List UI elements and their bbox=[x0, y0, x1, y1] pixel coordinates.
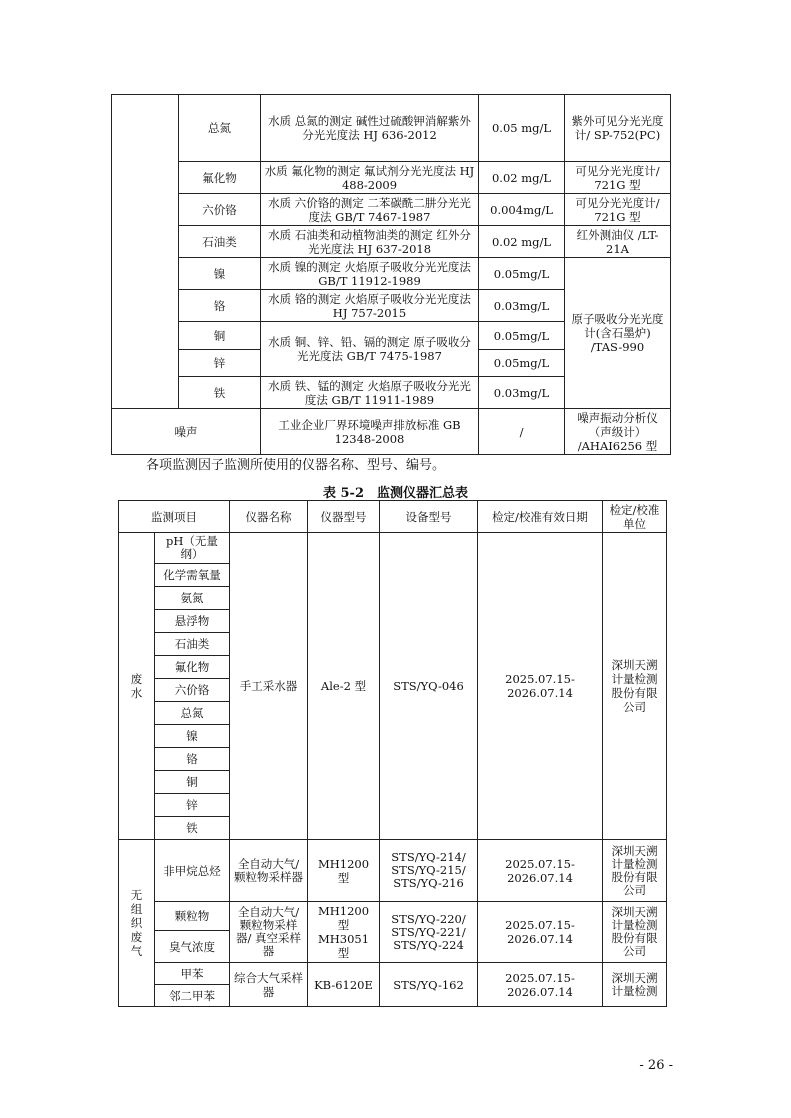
gas-equip: STS/YQ-214/ STS/YQ-215/ STS/YQ-216 bbox=[380, 840, 478, 902]
ww-item: 化学需氧量 bbox=[155, 564, 230, 587]
ww-name: 手工采水器 bbox=[230, 533, 308, 840]
gas-date: 2025.07.15-2026.07.14 bbox=[478, 963, 603, 1007]
wastewater-category: 废水 bbox=[119, 533, 155, 840]
ww-unit: 深圳天溯计量检测股份有限公司 bbox=[603, 533, 667, 840]
gas-name: 综合大气采样器 bbox=[230, 963, 308, 1007]
t1-limit: 0.03mg/L bbox=[479, 377, 565, 409]
gas-unit: 深圳天溯计量检测股份有限公司 bbox=[603, 902, 667, 963]
t1-noise-limit: / bbox=[479, 409, 565, 455]
table-caption: 表 5-2 监测仪器汇总表 bbox=[322, 486, 468, 501]
header-date: 检定/校准有效日期 bbox=[478, 501, 603, 533]
ww-item: 悬浮物 bbox=[155, 610, 230, 633]
t1-method: 水质 总氮的测定 碱性过硫酸钾消解紫外分光光度法 HJ 636-2012 bbox=[261, 95, 479, 162]
t1-item: 锌 bbox=[179, 350, 261, 377]
gas-item: 颗粒物 bbox=[155, 902, 230, 931]
gas-date: 2025.07.15-2026.07.14 bbox=[478, 902, 603, 963]
page-number: - 26 - bbox=[639, 1058, 673, 1073]
gas-name: 全自动大气/颗粒物采样器 bbox=[230, 840, 308, 902]
ww-item: pH（无量纲） bbox=[155, 533, 230, 564]
header-equip: 设备型号 bbox=[380, 501, 478, 533]
header-name: 仪器名称 bbox=[230, 501, 308, 533]
t1-instrument: 可见分光光度计/ 721G 型 bbox=[565, 194, 671, 226]
gas-item: 邻二甲苯 bbox=[155, 985, 230, 1007]
ww-item: 铜 bbox=[155, 771, 230, 794]
t1-instrument: 紫外可见分光光度计/ SP-752(PC) bbox=[565, 95, 671, 162]
t1-item: 铜 bbox=[179, 322, 261, 350]
t1-item: 镍 bbox=[179, 258, 261, 290]
t1-method: 水质 六价铬的测定 二苯碳酰二肼分光光度法 GB/T 7467-1987 bbox=[261, 194, 479, 226]
gas-item: 臭气浓度 bbox=[155, 931, 230, 963]
t1-noise-item: 噪声 bbox=[112, 409, 261, 455]
header-item: 监测项目 bbox=[119, 501, 230, 533]
t1-method: 水质 镍的测定 火焰原子吸收分光光度法 GB/T 11912-1989 bbox=[261, 258, 479, 290]
t1-limit: 0.05mg/L bbox=[479, 350, 565, 377]
t1-instrument: 红外测油仪 /LT-21A bbox=[565, 226, 671, 258]
t1-limit: 0.02 mg/L bbox=[479, 226, 565, 258]
gas-item: 甲苯 bbox=[155, 963, 230, 985]
gas-equip: STS/YQ-220/ STS/YQ-221/ STS/YQ-224 bbox=[380, 902, 478, 963]
t1-noise-method: 工业企业厂界环境噪声排放标准 GB 12348-2008 bbox=[261, 409, 479, 455]
t1-noise-instrument: 噪声振动分析仪（声级计） /AHAI6256 型 bbox=[565, 409, 671, 455]
t1-method: 水质 铁、锰的测定 火焰原子吸收分光光度法 GB/T 11911-1989 bbox=[261, 377, 479, 409]
ww-equip: STS/YQ-046 bbox=[380, 533, 478, 840]
t1-item: 石油类 bbox=[179, 226, 261, 258]
ww-item: 六价铬 bbox=[155, 679, 230, 702]
t1-method-cu-zn: 水质 铜、锌、铅、镉的测定 原子吸收分光光度法 GB/T 7475-1987 bbox=[261, 322, 479, 377]
t1-limit: 0.03mg/L bbox=[479, 290, 565, 322]
table1-category-cell bbox=[112, 95, 179, 409]
t1-item: 六价铬 bbox=[179, 194, 261, 226]
t1-method: 水质 石油类和动植物油类的测定 红外分光光度法 HJ 637-2018 bbox=[261, 226, 479, 258]
gas-model: MH1200 型 MH3051 型 bbox=[308, 902, 380, 963]
ww-item: 氨氮 bbox=[155, 587, 230, 610]
t1-limit: 0.02 mg/L bbox=[479, 162, 565, 194]
ww-item: 总氮 bbox=[155, 702, 230, 725]
header-model: 仪器型号 bbox=[308, 501, 380, 533]
ww-date: 2025.07.15-2026.07.14 bbox=[478, 533, 603, 840]
t1-instrument-aas: 原子吸收分光光度计(含石墨炉) /TAS-990 bbox=[565, 258, 671, 409]
gas-date: 2025.07.15-2026.07.14 bbox=[478, 840, 603, 902]
gas-item: 非甲烷总烃 bbox=[155, 840, 230, 902]
ww-item: 锌 bbox=[155, 794, 230, 817]
gas-category: 无组织废气 bbox=[119, 840, 155, 1007]
t1-limit: 0.004mg/L bbox=[479, 194, 565, 226]
gas-unit: 深圳天溯计量检测股份有限公司 bbox=[603, 840, 667, 902]
ww-item: 镍 bbox=[155, 725, 230, 748]
gas-model: KB-6120E bbox=[308, 963, 380, 1007]
t1-limit: 0.05mg/L bbox=[479, 258, 565, 290]
ww-item: 石油类 bbox=[155, 633, 230, 656]
gas-unit: 深圳天溯计量检测 bbox=[603, 963, 667, 1007]
instrument-summary-table bbox=[118, 500, 667, 1007]
t1-item: 总氮 bbox=[179, 95, 261, 162]
t1-instrument: 可见分光光度计/ 721G 型 bbox=[565, 162, 671, 194]
instrument-note: 各项监测因子监测所使用的仪器名称、型号、编号。 bbox=[146, 458, 446, 473]
ww-item: 铁 bbox=[155, 817, 230, 840]
gas-model: MH1200 型 bbox=[308, 840, 380, 902]
ww-item: 铬 bbox=[155, 748, 230, 771]
t1-limit: 0.05 mg/L bbox=[479, 95, 565, 162]
t1-item: 氟化物 bbox=[179, 162, 261, 194]
ww-model: Ale-2 型 bbox=[308, 533, 380, 840]
t1-item: 铁 bbox=[179, 377, 261, 409]
header-unit: 检定/校准单位 bbox=[603, 501, 667, 533]
t1-item: 铬 bbox=[179, 290, 261, 322]
t1-method: 水质 铬的测定 火焰原子吸收分光光度法 HJ 757-2015 bbox=[261, 290, 479, 322]
analysis-method-table bbox=[111, 94, 671, 455]
gas-equip: STS/YQ-162 bbox=[380, 963, 478, 1007]
gas-name: 全自动大气/颗粒物采样器/ 真空采样器 bbox=[230, 902, 308, 963]
t1-limit: 0.05mg/L bbox=[479, 322, 565, 350]
ww-item: 氟化物 bbox=[155, 656, 230, 679]
t1-method: 水质 氟化物的测定 氟试剂分光光度法 HJ 488-2009 bbox=[261, 162, 479, 194]
